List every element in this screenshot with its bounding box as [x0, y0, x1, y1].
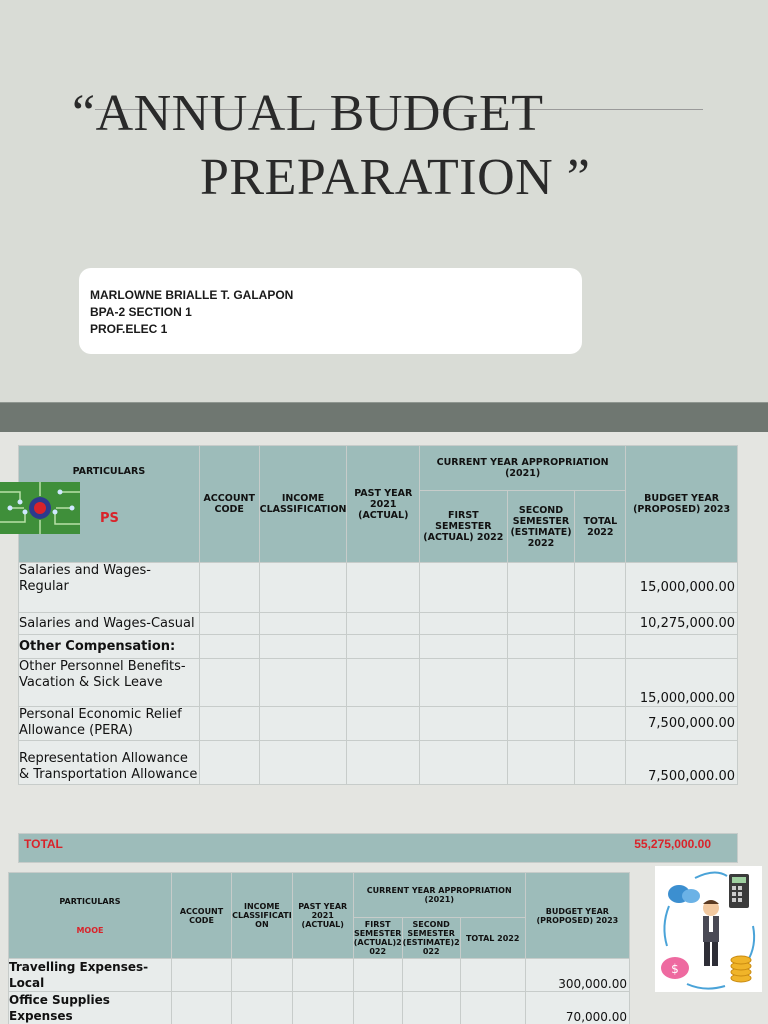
- svg-text:$: $: [671, 962, 679, 976]
- row-particulars: Other Compensation:: [19, 635, 200, 659]
- circuit-board-icon: [0, 482, 80, 534]
- row-particulars: Salaries and Wages-Regular: [19, 563, 200, 613]
- table-row: [19, 635, 738, 659]
- col-income-classification: INCOME CLASSIFICATI ON: [232, 873, 293, 959]
- table-row: [19, 707, 738, 741]
- ps-total-row: [18, 833, 738, 863]
- table-row: [9, 959, 630, 992]
- col-first-semester: FIRST SEMESTER (ACTUAL)2 022: [353, 918, 402, 959]
- mooe-budget-table: [8, 872, 630, 1024]
- row-particulars: Office Supplies Expenses: [9, 992, 172, 1024]
- table-row: [19, 563, 738, 613]
- total-label: TOTAL: [24, 837, 63, 851]
- table-row: [19, 613, 738, 635]
- row-budget: 70,000.00: [525, 992, 629, 1024]
- row-budget: 7,500,000.00: [626, 741, 738, 785]
- budget-person-clipart: [655, 866, 762, 992]
- row-particulars: Other Personnel Benefits-Vacation & Sick Leave: [19, 659, 200, 707]
- col-total-2022: TOTAL 2022: [575, 491, 626, 563]
- row-budget: 15,000,000.00: [626, 563, 738, 613]
- slide-divider-band: [0, 402, 768, 432]
- col-account-code: ACCOUNT CODE: [199, 446, 259, 563]
- table-row: [19, 741, 738, 785]
- col-current-year: CURRENT YEAR APPROPRIATION (2021): [420, 446, 626, 491]
- total-value: 55,275,000.00: [634, 837, 711, 851]
- col-second-semester: SECOND SEMESTER (ESTIMATE) 2022: [507, 491, 575, 563]
- mooe-category-label: MOOE: [76, 925, 104, 935]
- col-first-semester: FIRST SEMESTER (ACTUAL) 2022: [420, 491, 507, 563]
- row-budget: [626, 635, 738, 659]
- row-budget: 15,000,000.00: [626, 659, 738, 707]
- col-particulars: PARTICULARS: [19, 446, 200, 563]
- col-total-2022: TOTAL 2022: [460, 918, 525, 959]
- row-budget: 300,000.00: [525, 959, 629, 992]
- col-budget-year: BUDGET YEAR (PROPOSED) 2023: [626, 446, 738, 563]
- row-particulars: Salaries and Wages-Casual: [19, 613, 200, 635]
- col-particulars: PARTICULARS MOOE: [9, 873, 172, 959]
- table-row: [19, 659, 738, 707]
- row-budget: 10,275,000.00: [626, 613, 738, 635]
- col-past-year: PAST YEAR 2021 (ACTUAL): [347, 446, 420, 563]
- title-line-1: “ANNUAL BUDGET: [72, 85, 544, 142]
- col-past-year: PAST YEAR 2021 (ACTUAL): [292, 873, 353, 959]
- col-budget-year: BUDGET YEAR (PROPOSED) 2023: [525, 873, 629, 959]
- row-particulars: Representation Allowance & Transportation Allowance: [19, 741, 200, 785]
- title-line-2: PREPARATION ”: [200, 149, 591, 206]
- slide-title: [72, 82, 590, 210]
- ps-category-label: PS: [100, 511, 119, 526]
- col-account-code: ACCOUNT CODE: [171, 873, 231, 959]
- title-slide: [0, 0, 768, 402]
- author-section: BPA-2 SECTION 1: [90, 305, 192, 319]
- author-name: MARLOWNE BRIALLE T. GALAPON: [90, 288, 294, 302]
- col-income-classification: INCOME CLASSIFICATION: [259, 446, 347, 563]
- row-particulars: Travelling Expenses-Local: [9, 959, 172, 992]
- author-course: PROF.ELEC 1: [90, 322, 168, 336]
- author-info-box: [79, 268, 582, 354]
- col-current-year: CURRENT YEAR APPROPRIATION (2021): [353, 873, 525, 918]
- row-particulars: Personal Economic Relief Allowance (PERA): [19, 707, 200, 741]
- col-second-semester: SECOND SEMESTER (ESTIMATE)2 022: [402, 918, 460, 959]
- row-budget: 7,500,000.00: [626, 707, 738, 741]
- ps-budget-table: [18, 445, 738, 785]
- table-row: [9, 992, 630, 1024]
